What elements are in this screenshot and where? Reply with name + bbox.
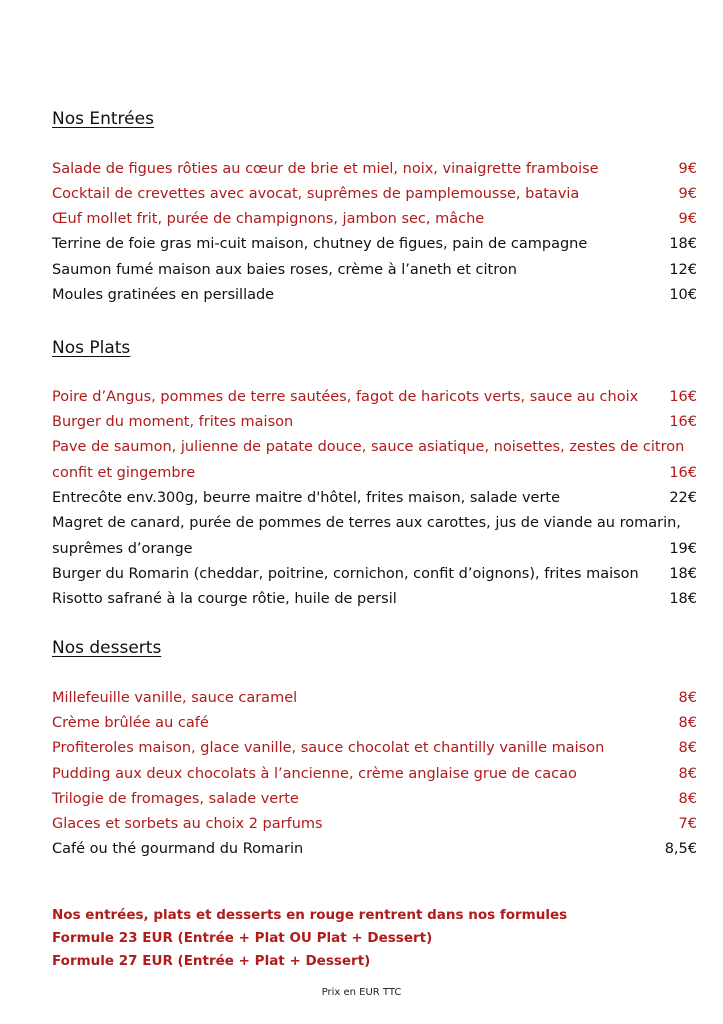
formula-note: Nos entrées, plats et desserts en rouge rentrent dans nos formules — [52, 907, 568, 923]
item-name: Profiteroles maison, glace vanille, sauce chocolat et chantilly vanille maison — [52, 740, 605, 756]
item-price: 8€ — [678, 690, 697, 706]
item-price: 18€ — [669, 236, 697, 252]
item-name: Terrine de foie gras mi-cuit maison, chutney de figues, pain de campagne — [52, 236, 588, 252]
item-name: Saumon fumé maison aux baies roses, crème à l’aneth et citron — [52, 262, 517, 278]
item-name: Entrecôte env.300g, beurre maitre d'hôtel, frites maison, salade verte — [52, 490, 561, 506]
item-name: Risotto safrané à la courge rôtie, huile de persil — [52, 591, 397, 607]
item-price: 7€ — [678, 816, 697, 832]
item-name: Pave de saumon, julienne de patate douce, sauce asiatique, noisettes, zestes de citron — [52, 439, 685, 455]
item-name: Salade de figues rôties au cœur de brie et miel, noix, vinaigrette framboise — [52, 161, 599, 177]
item-name: Café ou thé gourmand du Romarin — [52, 841, 304, 857]
item-price: 8€ — [678, 715, 697, 731]
item-name: Poire d’Angus, pommes de terre sautées, fagot de haricots verts, sauce au choix — [52, 389, 639, 405]
section-title-plats: Nos Plats — [52, 338, 131, 358]
item-price: 10€ — [669, 287, 697, 303]
item-price: 18€ — [669, 591, 697, 607]
item-price: 18€ — [669, 566, 697, 582]
item-price: 8€ — [678, 791, 697, 807]
item-name: Pudding aux deux chocolats à l’ancienne, crème anglaise grue de cacao — [52, 766, 577, 782]
item-name-continued: confit et gingembre — [52, 464, 196, 481]
item-price: 9€ — [678, 211, 697, 227]
item-name: Glaces et sorbets au choix 2 parfums — [52, 816, 323, 832]
item-name: Cocktail de crevettes avec avocat, suprêmes de pamplemousse, batavia — [52, 186, 580, 202]
item-price: 8€ — [678, 740, 697, 756]
item-name: Moules gratinées en persillade — [52, 287, 275, 303]
item-price: 8,5€ — [664, 841, 697, 857]
section-title-entrees: Nos Entrées — [52, 109, 154, 129]
tax-note: Prix en EUR TTC — [321, 987, 402, 998]
item-price: 8€ — [678, 766, 697, 782]
item-price: 19€ — [669, 540, 697, 557]
item-name: Burger du moment, frites maison — [52, 414, 294, 430]
item-name: Millefeuille vanille, sauce caramel — [52, 690, 298, 706]
item-name: Crème brûlée au café — [52, 715, 209, 731]
item-price: 12€ — [669, 262, 697, 278]
item-price: 22€ — [669, 490, 697, 506]
item-name: Œuf mollet frit, purée de champignons, jambon sec, mâche — [52, 211, 485, 227]
item-price: 16€ — [669, 389, 697, 405]
item-price: 16€ — [669, 414, 697, 430]
item-price: 9€ — [678, 161, 697, 177]
item-name-continued: suprêmes d’orange — [52, 540, 193, 557]
item-name: Magret de canard, purée de pommes de terres aux carottes, jus de viande au romarin, — [52, 515, 681, 531]
item-price: 16€ — [669, 464, 697, 481]
item-name: Trilogie de fromages, salade verte — [52, 791, 299, 807]
section-title-desserts: Nos desserts — [52, 638, 162, 658]
formula-23: Formule 23 EUR (Entrée + Plat OU Plat + Dessert) — [52, 930, 433, 946]
item-price: 9€ — [678, 186, 697, 202]
item-name: Burger du Romarin (cheddar, poitrine, cornichon, confit d’oignons), frites maison — [52, 566, 639, 582]
formula-27: Formule 27 EUR (Entrée + Plat + Dessert) — [52, 953, 371, 969]
